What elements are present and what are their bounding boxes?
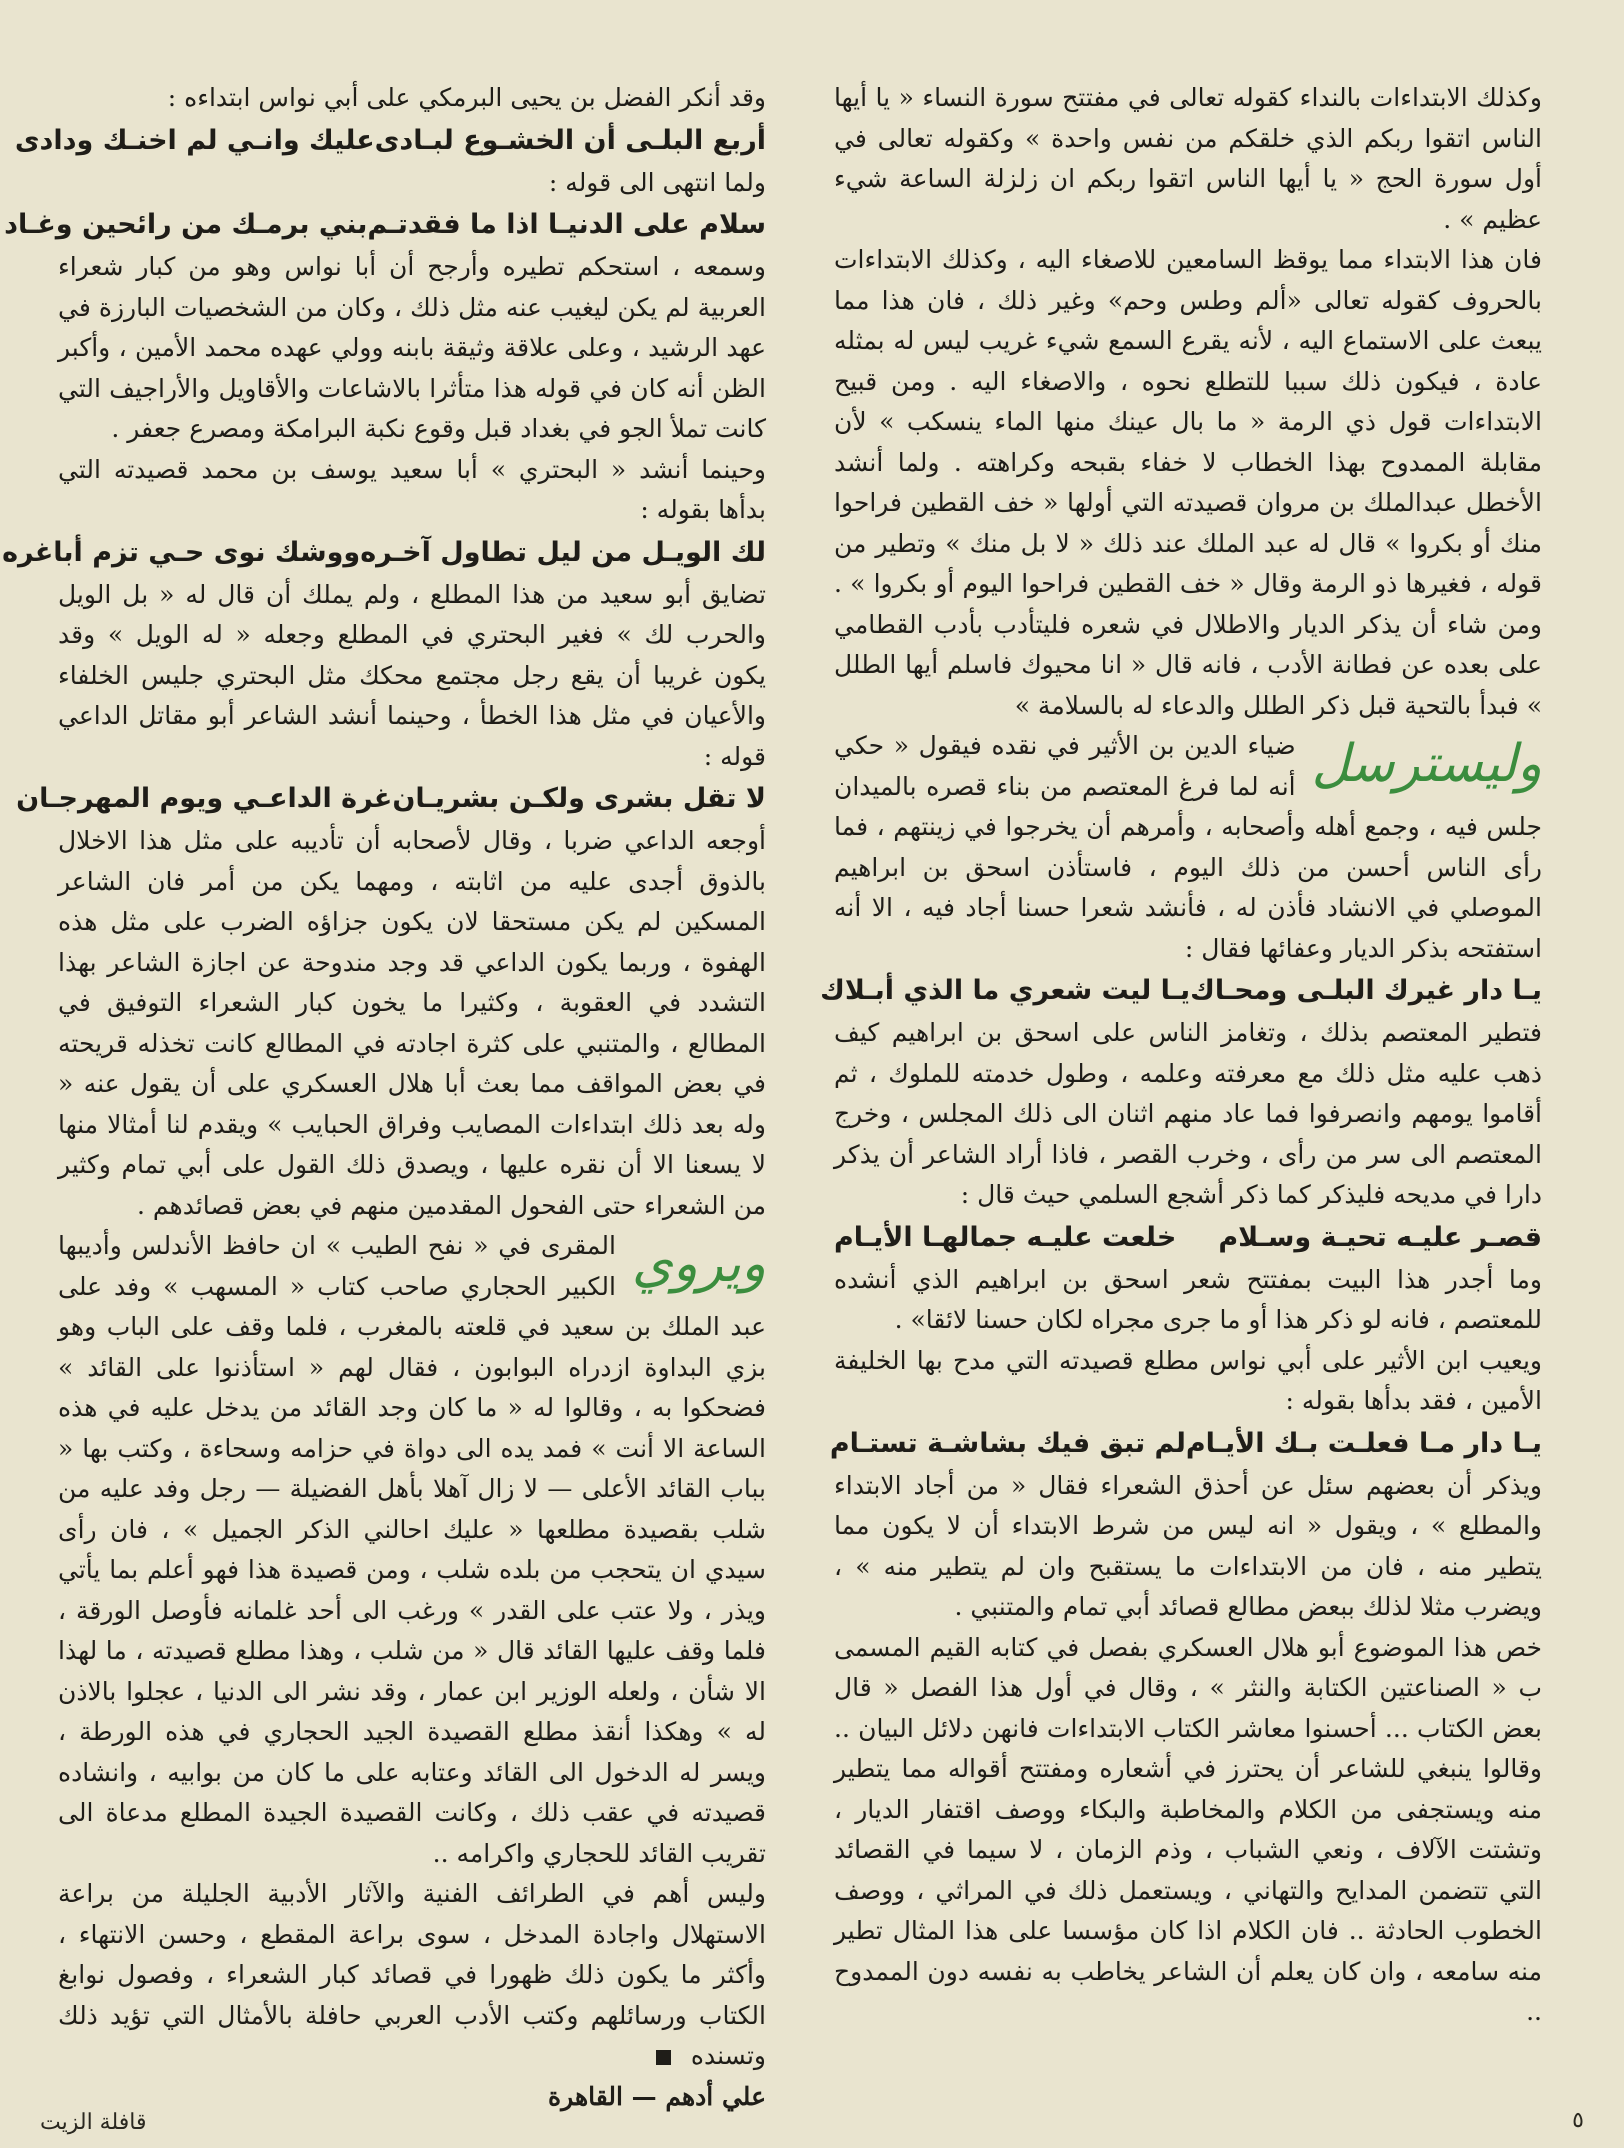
verse-first-hemistich: يـا دار مـا فعلـت بـك الأيـام bbox=[1185, 1427, 1542, 1459]
paragraph: وسمعه ، استحكم تطيره وأرجح أن أبا نواس وهو من كبار شعراء العربية لم يكن ليغيب عنه مثل ذلك ، وكان من الشخصيات البارزة في عهد الرشيد ، وعلى علاقة وثيقة بابنه وولي عهده محمد الأمين ، وأكبر الظن أنه كان في قوله هذا متأثرا بالاشاعات والأقاويل والأراجيف التي كانت تملأ الجو في بغداد قبل وقوع نكبة البرامكة ومصرع جعفر . bbox=[58, 252, 766, 443]
right-column bbox=[820, 78, 1542, 2033]
poem-verse bbox=[16, 777, 766, 821]
paragraph: فتطير المعتصم بذلك ، وتغامز الناس على اسحق بن ابراهيم كيف ذهب عليه مثل ذلك مع معرفته وعلمه ، وطول خدمته للملوك ، ثم أقاموا يومهم وانصرفوا فما عاد منهم اثنان الى ذلك المجلس ، وخرج المعتصم الى سر من رأى ، وخرب القصر ، فاذا أراد الشاعر أن يذكر دارا في مديحه فليذكر كما ذكر أشجع السلمي حيث قال : bbox=[834, 1018, 1542, 1209]
section-block bbox=[834, 726, 1542, 969]
paragraph-text: وليس أهم في الطرائف الفنية والآثار الأدبية الجليلة من براعة الاستهلال واجادة المدخل ، سوى براعة المقطع ، وحسن الانتهاء ، وأكثر ما يكون ذلك ظهورا في قصائد كبار الشعراء ، وفصول نوابغ الكتاب ورسائلهم وكتب الأدب العربي حافلة بالأمثال التي تؤيد ذلك وتسنده bbox=[58, 1879, 766, 2070]
section-heading: ويروي bbox=[631, 1234, 766, 1294]
end-mark-icon bbox=[656, 2050, 671, 2065]
author-byline: علي أدهم — القاهرة bbox=[548, 2081, 766, 2111]
verse-first-hemistich: لا تقل بشرى ولكـن بشريـان bbox=[392, 783, 766, 814]
verse-second-hemistich: غرة الداعـي ويوم المهرجـان bbox=[16, 783, 393, 814]
verse-first-hemistich: أربع البلـى أن الخشـوع لبـادى bbox=[374, 124, 766, 156]
poem-verse bbox=[2, 531, 766, 575]
poem-verse bbox=[4, 203, 766, 247]
poem-verse bbox=[834, 1216, 1542, 1260]
paragraph: خص هذا الموضوع أبو هلال العسكري بفصل في كتابه القيم المسمى ب « الصناعتين الكتابة والنثر » ، وقال في أول هذا الفصل « قال بعض الكتاب ... أحسنوا معاشر الكتاب الابتداءات فانهن دلائل البيان .. وقالوا ينبغي للشاعر أن يحترز في أشعاره ومفتتح أقواله مما يتطير منه ويستجفى من الكلام والمخاطبة والبكاء ووصف اقتفار الديار ، وتشتت الآلاف ، ونعي الشباب ، وذم الزمان ، لا سيما في القصائد التي تتضمن المدايح والتهاني ، ويستعمل ذلك في المراثي ، ووصف الخطوب الحادثة .. فان الكلام اذا كان مؤسسا على هذا المثال تطير منه سامعه ، وان كان يعلم أن الشاعر يخاطب به نفسه دون الممدوح .. bbox=[834, 1632, 1542, 2026]
paragraph: ضياء الدين بن الأثير في نقده فيقول « حكي أنه لما فرغ المعتصم من بناء قصره بالميدان جلس فيه ، وجمع أهله وأصحابه ، وأمرهم أن يخرجوا في زينتهم ، فما رأى الناس أحسن من ذلك اليوم ، فاستأذن اسحق بن ابراهيم الموصلي في الانشاد فأذن له ، فأنشد شعرا حسنا أجاد فيه ، الا أنه استفتحه بذكر الديار وعفائها فقال : bbox=[834, 731, 1542, 963]
verse-second-hemistich: بني برمـك من رائحين وغـاد bbox=[4, 209, 368, 240]
poem-verse bbox=[14, 119, 766, 163]
paragraph bbox=[58, 1874, 766, 2077]
verse-second-hemistich: يـا ليت شعري ما الذي أبـلاك bbox=[820, 975, 1191, 1006]
paragraph: أوجعه الداعي ضربا ، وقال لأصحابه أن تأديبه على مثل هذا الاخلال بالذوق أجدى عليه من اثابته ، ومهما يكن من أمر فان الشاعر المسكين لم يكن مستحقا لان يكون جزاؤه الضرب على مثل هذه الهفوة ، وربما يكون الداعي قد وجد مندوحة عن اجازة الشاعر بهذا التشدد في العقوبة ، وكثيرا ما يخون كبار الشعراء التوفيق في المطالع ، والمتنبي على كثرة اجادته في المطالع كانت تخذله قريحته في بعض المواقف مما بعث أبا هلال العسكري على أن يقول عنه « وله بعد ذلك ابتداءات المصايب وفراق الحبايب » ويقدم لنا أمثالا منها لا يسعنا الا أن نقره عليها ، ويصدق ذلك القول على أبي تمام وكثير من الشعراء حتى الفحول المقدمين منهم في بعض قصائدهم . bbox=[58, 826, 766, 1220]
paragraph: ويعيب ابن الأثير على أبي نواس مطلع قصيدته التي مدح بها الخليفة الأمين ، فقد بدأها بقوله : bbox=[834, 1345, 1542, 1415]
poem-verse bbox=[820, 969, 1542, 1013]
verse-first-hemistich: سلام على الدنيـا اذا ما فقدتـم bbox=[367, 209, 766, 240]
paragraph: ويذكر أن بعضهم سئل عن أحذق الشعراء فقال « من أجاد الابتداء والمطلع » ، ويقول « انه ليس من شرط الابتداء أن لا يكون مما يتطير منه ، فان من الابتداءات ما يستقبح وان لم يتطير منه » ، ويضرب مثلا لذلك ببعض مطالع قصائد أبي تمام والمتنبي . bbox=[834, 1470, 1542, 1621]
verse-first-hemistich: يـا دار غيرك البلـى ومحـاك bbox=[1190, 975, 1542, 1006]
paragraph: ولما انتهى الى قوله : bbox=[548, 167, 766, 197]
verse-first-hemistich: قصـر عليـه تحيـة وسـلام bbox=[1218, 1221, 1542, 1253]
footer-magazine-name: قافلة الزيت bbox=[40, 2110, 147, 2135]
verse-second-hemistich: ووشك نوى حـي تزم أباغره bbox=[2, 536, 361, 568]
paragraph: المقرى في « نفح الطيب » ان حافظ الأندلس وأديبها الكبير الحجاري صاحب كتاب « المسهب » وفد على عبد الملك بن سعيد في قلعته بالمغرب ، فلما وقف على الباب وهو بزي البداوة ازدراه البوابون ، فقال لهم « استأذنوا على القائد » فضحكوا به ، وقالوا له « ما كان وجد القائد من يدخل عليه في هذه الساعة الا أنت » فمد يده الى دواة في حزامه وسحاءة ، وكتب بها « بباب القائد الأعلى — لا زال آهلا بأهل الفضيلة — رجل وفد عليه من شلب بقصيدة مطلعها « عليك احالني الذكر الجميل » ، فان رأى سيدي ان يتحجب من بلده شلب ، ومن قصيدة هذا فهو أعلم بما يأتي ويذر ، ولا عتب على القدر » ورغب الى أحد غلمانه فأوصل الورقة ، فلما وقف عليها القائد قال « من شلب ، وهذا مطلع قصيدته ، ما لهذا الا شأن ، ولعله الوزير ابن عمار ، وقد نشر الى الدنيا ، عجلوا بالاذن له » وهكذا أنقذ مطلع القصيدة الجيد الحجاري في هذه الورطة ، ويسر له الدخول الى القائد وعتابه على ما كان من بوابيه ، وانشاده قصيدته في عقب ذلك ، وكانت القصيدة الجيدة المطلع مدعاة الى تقريب القائد للحجاري واكرامه .. bbox=[58, 1231, 766, 1868]
verse-second-hemistich: خلعت عليـه جمالهـا الأيـام bbox=[834, 1221, 1177, 1253]
page-number: ٥ bbox=[1572, 2108, 1584, 2133]
paragraph: وما أجدر هذا البيت بمفتتح شعر اسحق بن ابراهيم الذي أنشده للمعتصم ، فانه لو ذكر هذا أو ما جرى مجراه لكان حسنا لائقا» . bbox=[834, 1264, 1542, 1334]
paragraph: وقد أنكر الفضل بن يحيى البرمكي على أبي نواس ابتداءه : bbox=[167, 83, 766, 112]
paragraph: وكذلك الابتداءات بالنداء كقوله تعالى في مفتتح سورة النساء « يا أيها الناس اتقوا ربكم الذي خلقكم من نفس واحدة » وكقوله تعالى في أول سورة الحج « يا أيها الناس اتقوا ربكم ان زلزلة الساعة شيء عظيم » . bbox=[834, 83, 1542, 234]
verse-second-hemistich: عليك وانـي لم اخنـك ودادى bbox=[14, 124, 375, 156]
left-column bbox=[2, 78, 766, 2117]
poem-verse bbox=[829, 1422, 1542, 1466]
paragraph: فان هذا الابتداء مما يوقظ السامعين للاصغاء اليه ، وكذلك الابتداءات بالحروف كقوله تعالى «ألم وطس وحم» وغير ذلك ، فان هذا مما يبعث على الاستماع اليه ، لأنه يقرع السمع شيء غريب ليس له بمثله عادة ، فيكون ذلك سببا للتطلع نحوه ، والاصغاء اليه . ومن قبيح الابتداءات قول ذي الرمة « ما بال عينك منها الماء ينسكب » لأن مقابلة الممدوح بهذا الخطاب لا خفاء بقبحه وكراهته . ولما أنشد الأخطل عبدالملك بن مروان قصيدته التي أولها « خف القطين فراحوا منك أو بكروا » قال له عبد الملك عند ذلك « لا بل منك » وتطير من قوله ، فغيرها ذو الرمة وقال « خف القطين فراحوا اليوم أو بكروا » . ومن شاء أن يذكر الديار والاطلال في شعره فليتأدب بأدب القطامي على بعده عن فطانة الأدب ، فانه قال « انا محيوك فاسلم أيها الطلل » فبدأ بالتحية قبل ذكر الطلل والدعاء له بالسلامة » bbox=[834, 245, 1542, 720]
section-block bbox=[58, 1226, 766, 1874]
paragraph: تضايق أبو سعيد من هذا المطلع ، ولم يملك أن قال له « بل الويل والحرب لك » فغير البحتري في المطلع وجعله « له الويل » وقد يكون غريبا أن يقع رجل مجتمع محكك مثل البحتري جليس الخلفاء والأعيان في مثل هذا الخطأ ، وحينما أنشد الشاعر أبو مقاتل الداعي قوله : bbox=[58, 579, 766, 771]
verse-first-hemistich: لك الويـل من ليل تطاول آخـره bbox=[360, 536, 766, 568]
verse-second-hemistich: لم تبق فيك بشاشـة تستـام bbox=[829, 1427, 1186, 1459]
section-heading: وليسترسل bbox=[1311, 734, 1542, 794]
paragraph: وحينما أنشد « البحتري » أبا سعيد يوسف بن محمد قصيدته التي بدأها بقوله : bbox=[58, 454, 766, 524]
